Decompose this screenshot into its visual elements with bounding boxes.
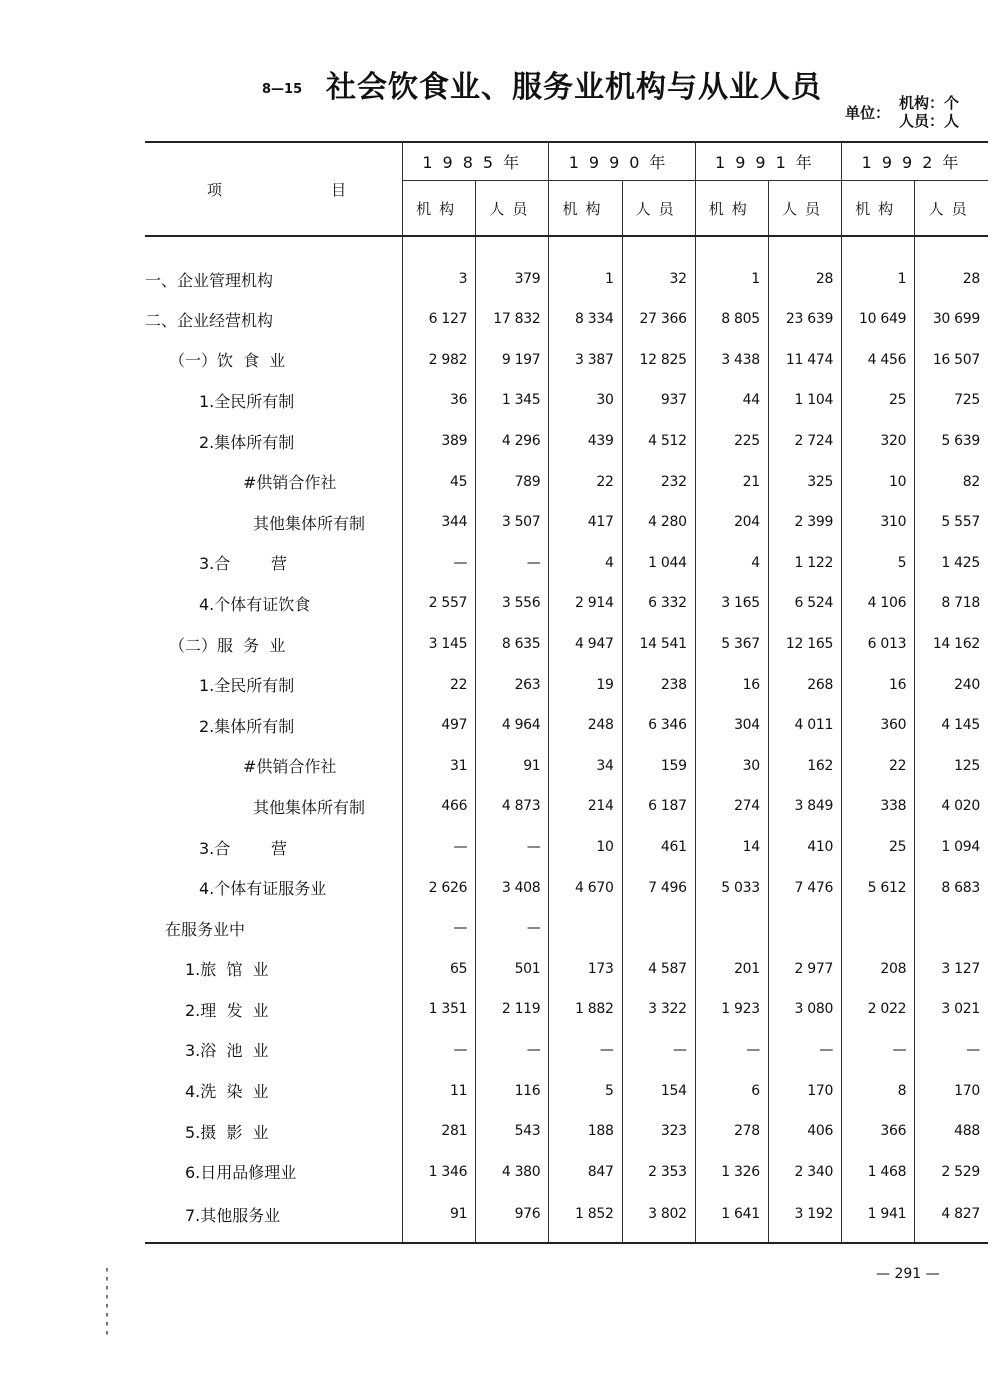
row-label: 7.其他服务业 xyxy=(185,1205,281,1225)
cell-personnel: 976 xyxy=(476,1192,549,1243)
cell-institutions: 360 xyxy=(842,705,915,746)
cell-personnel: 1 425 xyxy=(915,543,988,584)
cell-personnel: 7 496 xyxy=(622,867,695,908)
row-label: 4.洗 染 业 xyxy=(185,1082,269,1102)
cell-personnel: 3 408 xyxy=(476,867,549,908)
cell-personnel: 14 541 xyxy=(622,624,695,665)
cell-personnel: — xyxy=(476,543,549,584)
cell-institutions: 10 xyxy=(549,827,622,868)
cell-personnel: 379 xyxy=(476,236,549,299)
table-row xyxy=(145,421,988,462)
cell-personnel xyxy=(915,908,988,949)
cell-institutions xyxy=(842,908,915,949)
cell-personnel: 2 119 xyxy=(476,989,549,1030)
cell-institutions: 274 xyxy=(695,786,768,827)
unit-institutions: 机构：个 xyxy=(899,94,960,112)
cell-institutions: 1 641 xyxy=(695,1192,768,1243)
cell-institutions: 6 xyxy=(695,1070,768,1111)
cell-institutions: 1 326 xyxy=(695,1151,768,1192)
cell-personnel: — xyxy=(476,827,549,868)
cell-institutions: 281 xyxy=(403,1111,476,1152)
cell-institutions: 1 xyxy=(842,236,915,299)
cell-institutions: 3 387 xyxy=(549,340,622,381)
cell-personnel: 28 xyxy=(768,236,841,299)
cell-personnel: 4 512 xyxy=(622,421,695,462)
cell-personnel: — xyxy=(476,1030,549,1071)
cell-personnel: 2 724 xyxy=(768,421,841,462)
cell-personnel: 1 094 xyxy=(915,827,988,868)
cell-institutions: 344 xyxy=(403,502,476,543)
row-label: （一）饮 食 业 xyxy=(169,351,286,371)
cell-personnel: 11 474 xyxy=(768,340,841,381)
cell-personnel: 3 021 xyxy=(915,989,988,1030)
cell-institutions: 1 351 xyxy=(403,989,476,1030)
cell-institutions: 16 xyxy=(842,664,915,705)
margin-dots xyxy=(106,1268,108,1338)
row-label: 其他集体所有制 xyxy=(253,513,366,533)
table-row xyxy=(145,705,988,746)
cell-institutions: — xyxy=(695,1030,768,1071)
cell-institutions: 2 022 xyxy=(842,989,915,1030)
cell-personnel: 325 xyxy=(768,461,841,502)
cell-institutions: 1 468 xyxy=(842,1151,915,1192)
cell-institutions: 389 xyxy=(403,421,476,462)
cell-institutions: 3 165 xyxy=(695,583,768,624)
cell-personnel: 5 639 xyxy=(915,421,988,462)
cell-personnel: 30 699 xyxy=(915,299,988,340)
cell-institutions: 21 xyxy=(695,461,768,502)
row-label: #供销合作社 xyxy=(243,473,337,493)
row-label: 2.理 发 业 xyxy=(185,1000,269,1020)
cell-personnel: 4 020 xyxy=(915,786,988,827)
cell-institutions: 4 456 xyxy=(842,340,915,381)
cell-personnel: 23 639 xyxy=(768,299,841,340)
row-label: （二）服 务 业 xyxy=(169,635,286,655)
cell-institutions: — xyxy=(403,827,476,868)
cell-institutions: 2 557 xyxy=(403,583,476,624)
cell-institutions: 847 xyxy=(549,1151,622,1192)
year-header: 1985年 xyxy=(403,142,549,181)
cell-personnel: 488 xyxy=(915,1111,988,1152)
cell-institutions: 22 xyxy=(403,664,476,705)
cell-personnel: 159 xyxy=(622,746,695,787)
item-column-header xyxy=(145,142,403,236)
table-row xyxy=(145,746,988,787)
cell-personnel: 17 832 xyxy=(476,299,549,340)
cell-personnel: 14 162 xyxy=(915,624,988,665)
cell-institutions: 2 914 xyxy=(549,583,622,624)
cell-institutions: 91 xyxy=(403,1192,476,1243)
cell-institutions: 1 941 xyxy=(842,1192,915,1243)
cell-institutions: 5 033 xyxy=(695,867,768,908)
cell-institutions: — xyxy=(403,543,476,584)
cell-institutions: 19 xyxy=(549,664,622,705)
cell-personnel: 82 xyxy=(915,461,988,502)
cell-institutions: 31 xyxy=(403,746,476,787)
cell-institutions: 1 852 xyxy=(549,1192,622,1243)
cell-institutions: 204 xyxy=(695,502,768,543)
item-header-left: 项 xyxy=(207,180,223,199)
cell-institutions xyxy=(695,908,768,949)
cell-institutions: 11 xyxy=(403,1070,476,1111)
cell-personnel: 3 802 xyxy=(622,1192,695,1243)
cell-personnel: 4 587 xyxy=(622,949,695,990)
cell-institutions: 497 xyxy=(403,705,476,746)
cell-personnel: 238 xyxy=(622,664,695,705)
cell-personnel: 8 683 xyxy=(915,867,988,908)
cell-institutions: 45 xyxy=(403,461,476,502)
cell-personnel: 240 xyxy=(915,664,988,705)
cell-personnel: 8 718 xyxy=(915,583,988,624)
cell-institutions: 248 xyxy=(549,705,622,746)
cell-institutions: 338 xyxy=(842,786,915,827)
table-row xyxy=(145,949,988,990)
cell-institutions: 4 947 xyxy=(549,624,622,665)
table-row xyxy=(145,1111,988,1152)
cell-institutions: 34 xyxy=(549,746,622,787)
cell-institutions: 22 xyxy=(842,746,915,787)
cell-personnel: 16 507 xyxy=(915,340,988,381)
cell-personnel: 7 476 xyxy=(768,867,841,908)
row-label: 1.全民所有制 xyxy=(199,391,295,411)
cell-institutions: 4 xyxy=(549,543,622,584)
cell-personnel: 4 296 xyxy=(476,421,549,462)
cell-personnel: 5 557 xyxy=(915,502,988,543)
cell-institutions: 36 xyxy=(403,380,476,421)
cell-institutions: 188 xyxy=(549,1111,622,1152)
cell-personnel: 4 380 xyxy=(476,1151,549,1192)
row-label: 3.合 营 xyxy=(199,838,287,858)
cell-institutions: 2 982 xyxy=(403,340,476,381)
cell-personnel: 1 122 xyxy=(768,543,841,584)
cell-institutions: 5 xyxy=(842,543,915,584)
cell-institutions: 5 xyxy=(549,1070,622,1111)
table-row xyxy=(145,1192,988,1243)
cell-personnel: 8 635 xyxy=(476,624,549,665)
table-row xyxy=(145,502,988,543)
table-row xyxy=(145,583,988,624)
cell-institutions: 22 xyxy=(549,461,622,502)
table-row xyxy=(145,908,988,949)
unit-label: 单位： xyxy=(845,104,891,122)
cell-personnel: 32 xyxy=(622,236,695,299)
table-row xyxy=(145,236,988,299)
page-title: 社会饮食业、服务业机构与从业人员 xyxy=(326,70,822,105)
cell-institutions: 1 923 xyxy=(695,989,768,1030)
row-label: 二、企业经营机构 xyxy=(145,310,274,330)
cell-personnel: 170 xyxy=(915,1070,988,1111)
cell-personnel: 3 080 xyxy=(768,989,841,1030)
cell-personnel: 4 011 xyxy=(768,705,841,746)
cell-institutions: 4 670 xyxy=(549,867,622,908)
cell-personnel: 4 827 xyxy=(915,1192,988,1243)
cell-institutions: 14 xyxy=(695,827,768,868)
cell-institutions: 201 xyxy=(695,949,768,990)
cell-institutions: 439 xyxy=(549,421,622,462)
cell-personnel: 937 xyxy=(622,380,695,421)
cell-personnel: 3 127 xyxy=(915,949,988,990)
cell-personnel: 501 xyxy=(476,949,549,990)
cell-personnel: 3 849 xyxy=(768,786,841,827)
table-row xyxy=(145,786,988,827)
sub-header-institutions: 机构 xyxy=(842,181,915,237)
table-body xyxy=(145,236,988,1243)
cell-institutions: 2 626 xyxy=(403,867,476,908)
row-label: 4.个体有证饮食 xyxy=(199,594,311,614)
row-label: 1.全民所有制 xyxy=(199,676,295,696)
cell-personnel: 162 xyxy=(768,746,841,787)
table-row xyxy=(145,340,988,381)
sub-header-institutions: 机构 xyxy=(403,181,476,237)
cell-personnel: 154 xyxy=(622,1070,695,1111)
cell-institutions: 304 xyxy=(695,705,768,746)
sub-header-personnel: 人员 xyxy=(768,181,841,237)
cell-personnel: 2 340 xyxy=(768,1151,841,1192)
cell-institutions: 30 xyxy=(695,746,768,787)
sub-header-personnel: 人员 xyxy=(476,181,549,237)
cell-institutions: 4 106 xyxy=(842,583,915,624)
cell-personnel: 28 xyxy=(915,236,988,299)
table-row xyxy=(145,827,988,868)
row-label: #供销合作社 xyxy=(243,757,337,777)
cell-personnel xyxy=(622,908,695,949)
cell-personnel: 789 xyxy=(476,461,549,502)
cell-personnel: — xyxy=(915,1030,988,1071)
row-label: 4.个体有证服务业 xyxy=(199,879,327,899)
cell-institutions: — xyxy=(549,1030,622,1071)
row-label: 3.浴 池 业 xyxy=(185,1041,269,1061)
table-row xyxy=(145,867,988,908)
cell-institutions: 8 805 xyxy=(695,299,768,340)
cell-personnel: 116 xyxy=(476,1070,549,1111)
cell-personnel: 2 353 xyxy=(622,1151,695,1192)
cell-personnel: 1 104 xyxy=(768,380,841,421)
cell-institutions: — xyxy=(842,1030,915,1071)
statistics-table xyxy=(145,141,988,1244)
cell-personnel: 12 165 xyxy=(768,624,841,665)
cell-institutions: 44 xyxy=(695,380,768,421)
cell-institutions: 173 xyxy=(549,949,622,990)
cell-personnel: 1 345 xyxy=(476,380,549,421)
cell-personnel: 323 xyxy=(622,1111,695,1152)
cell-institutions: 214 xyxy=(549,786,622,827)
cell-personnel: 91 xyxy=(476,746,549,787)
cell-personnel: 6 332 xyxy=(622,583,695,624)
cell-institutions: 10 xyxy=(842,461,915,502)
cell-institutions: 208 xyxy=(842,949,915,990)
row-label: 2.集体所有制 xyxy=(199,432,295,452)
cell-personnel: 27 366 xyxy=(622,299,695,340)
cell-institutions: 466 xyxy=(403,786,476,827)
table-row xyxy=(145,1151,988,1192)
cell-institutions: 4 xyxy=(695,543,768,584)
item-header-right: 目 xyxy=(331,180,347,199)
cell-institutions: 65 xyxy=(403,949,476,990)
cell-personnel: 3 192 xyxy=(768,1192,841,1243)
cell-institutions: 1 xyxy=(549,236,622,299)
cell-institutions: 25 xyxy=(842,380,915,421)
cell-personnel: 410 xyxy=(768,827,841,868)
table-header xyxy=(145,142,988,236)
table-row xyxy=(145,380,988,421)
cell-personnel: 543 xyxy=(476,1111,549,1152)
cell-personnel: 4 964 xyxy=(476,705,549,746)
cell-institutions: 5 367 xyxy=(695,624,768,665)
cell-institutions: 1 882 xyxy=(549,989,622,1030)
cell-personnel: 9 197 xyxy=(476,340,549,381)
unit-personnel: 人员：人 xyxy=(899,112,960,130)
cell-institutions: 5 612 xyxy=(842,867,915,908)
year-header: 1990年 xyxy=(549,142,695,181)
cell-institutions: 417 xyxy=(549,502,622,543)
cell-personnel: 2 399 xyxy=(768,502,841,543)
cell-institutions: 3 xyxy=(403,236,476,299)
row-label: 6.日用品修理业 xyxy=(185,1163,297,1183)
cell-personnel xyxy=(768,908,841,949)
table-row xyxy=(145,624,988,665)
sub-header-institutions: 机构 xyxy=(695,181,768,237)
cell-institutions: 1 xyxy=(695,236,768,299)
cell-institutions: 3 438 xyxy=(695,340,768,381)
cell-institutions: 6 127 xyxy=(403,299,476,340)
cell-personnel: 125 xyxy=(915,746,988,787)
cell-institutions: 225 xyxy=(695,421,768,462)
table-row xyxy=(145,989,988,1030)
cell-personnel: 2 529 xyxy=(915,1151,988,1192)
cell-personnel: 461 xyxy=(622,827,695,868)
cell-personnel: 406 xyxy=(768,1111,841,1152)
table-row xyxy=(145,664,988,705)
cell-institutions: 8 xyxy=(842,1070,915,1111)
page-number: — 291 — xyxy=(876,1266,940,1282)
cell-institutions: 1 346 xyxy=(403,1151,476,1192)
cell-institutions: 278 xyxy=(695,1111,768,1152)
cell-personnel: 2 977 xyxy=(768,949,841,990)
cell-personnel: 6 346 xyxy=(622,705,695,746)
cell-institutions: 16 xyxy=(695,664,768,705)
cell-institutions: 320 xyxy=(842,421,915,462)
table-row xyxy=(145,299,988,340)
cell-personnel: 170 xyxy=(768,1070,841,1111)
table-row xyxy=(145,1070,988,1111)
cell-personnel: 4 873 xyxy=(476,786,549,827)
cell-personnel: — xyxy=(476,908,549,949)
cell-institutions: 3 145 xyxy=(403,624,476,665)
cell-institutions: 6 013 xyxy=(842,624,915,665)
row-label: 其他集体所有制 xyxy=(253,797,366,817)
cell-institutions: 25 xyxy=(842,827,915,868)
row-label: 一、企业管理机构 xyxy=(145,270,274,290)
row-label: 1.旅 馆 业 xyxy=(185,960,269,980)
cell-personnel: 4 280 xyxy=(622,502,695,543)
cell-personnel: 3 507 xyxy=(476,502,549,543)
cell-institutions: 8 334 xyxy=(549,299,622,340)
cell-personnel: 4 145 xyxy=(915,705,988,746)
cell-personnel: 3 556 xyxy=(476,583,549,624)
cell-personnel: 3 322 xyxy=(622,989,695,1030)
table-row xyxy=(145,543,988,584)
sub-header-personnel: 人员 xyxy=(622,181,695,237)
cell-personnel: 12 825 xyxy=(622,340,695,381)
cell-institutions: — xyxy=(403,908,476,949)
row-label: 2.集体所有制 xyxy=(199,716,295,736)
cell-institutions: 10 649 xyxy=(842,299,915,340)
cell-institutions: — xyxy=(403,1030,476,1071)
table-row xyxy=(145,461,988,502)
cell-institutions xyxy=(549,908,622,949)
cell-institutions: 30 xyxy=(549,380,622,421)
table-row xyxy=(145,1030,988,1071)
cell-personnel: — xyxy=(768,1030,841,1071)
row-label: 5.摄 影 业 xyxy=(185,1122,269,1142)
cell-personnel: 232 xyxy=(622,461,695,502)
table-number: 8—15 xyxy=(262,82,303,97)
cell-institutions: 366 xyxy=(842,1111,915,1152)
cell-personnel: — xyxy=(622,1030,695,1071)
cell-personnel: 725 xyxy=(915,380,988,421)
year-header: 1992年 xyxy=(842,142,988,181)
row-label: 3.合 营 xyxy=(199,554,287,574)
cell-personnel: 6 187 xyxy=(622,786,695,827)
year-header: 1991年 xyxy=(695,142,841,181)
cell-personnel: 1 044 xyxy=(622,543,695,584)
cell-personnel: 263 xyxy=(476,664,549,705)
cell-personnel: 6 524 xyxy=(768,583,841,624)
sub-header-personnel: 人员 xyxy=(915,181,988,237)
row-label: 在服务业中 xyxy=(165,919,246,939)
cell-personnel: 268 xyxy=(768,664,841,705)
sub-header-institutions: 机构 xyxy=(549,181,622,237)
cell-institutions: 310 xyxy=(842,502,915,543)
